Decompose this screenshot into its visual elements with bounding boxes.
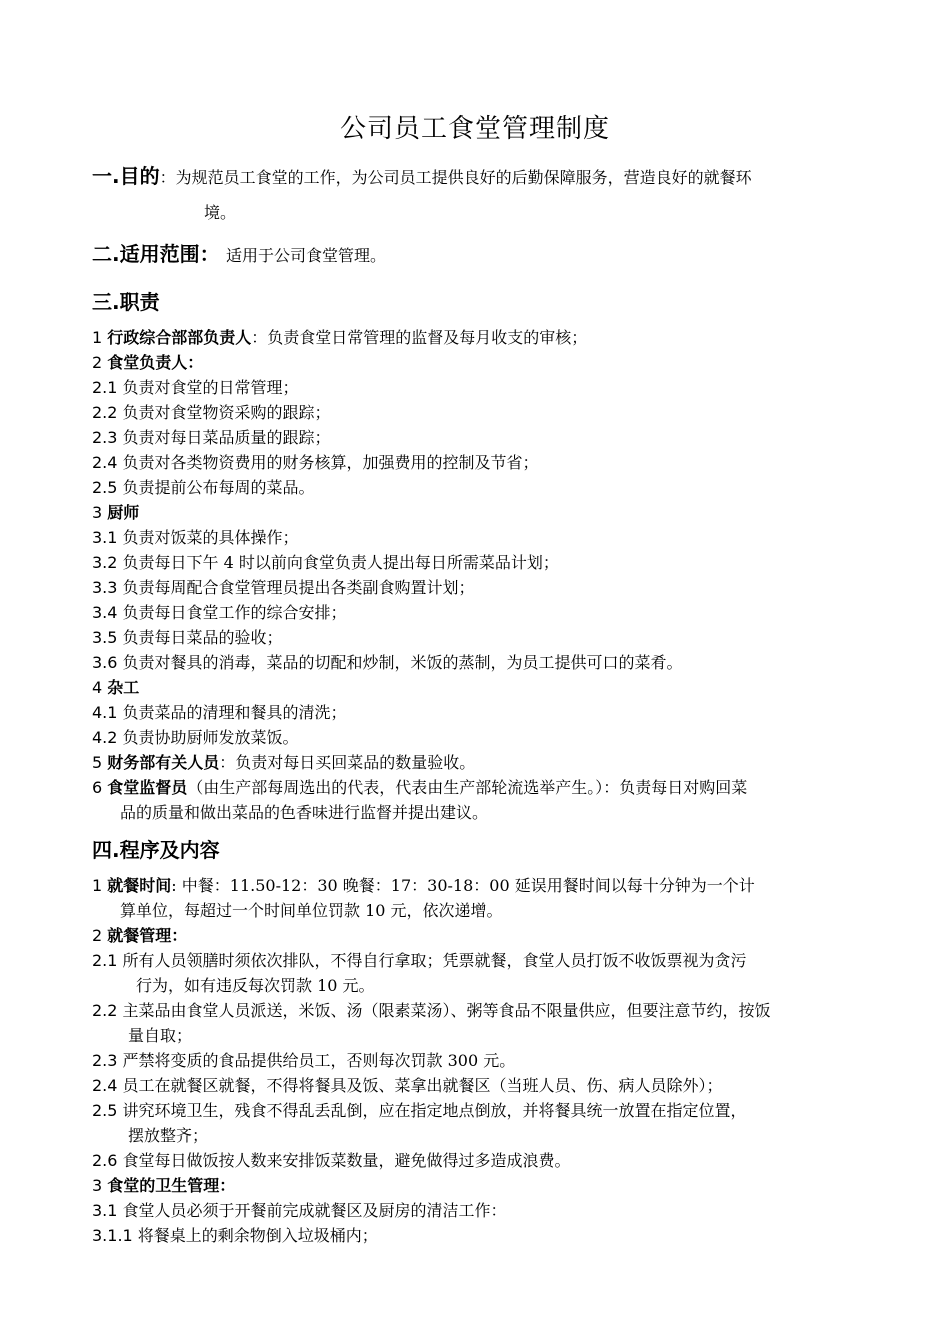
list-item: 4 杂工 xyxy=(92,678,140,697)
list-item: 2.1 负责对食堂的日常管理； xyxy=(92,378,299,397)
section-text: 为规范员工食堂的工作，为公司员工提供良好的后勤保障服务，营造良好的就餐环 xyxy=(175,168,752,187)
list-item-continued: 算单位，每超过一个时间单位罚款 10 元，依次递增。 xyxy=(120,901,503,920)
list-item: 2.2 负责对食堂物资采购的跟踪； xyxy=(92,403,331,422)
section-heading: 三.职责 xyxy=(92,290,160,314)
list-item: 2.6 食堂每日做饭按人数来安排饭菜数量，避免做得过多造成浪费。 xyxy=(92,1151,571,1170)
list-item: 3 厨师 xyxy=(92,503,140,522)
section-text-continued: 境。 xyxy=(204,203,237,222)
list-item-continued: 摆放整齐； xyxy=(128,1126,209,1145)
list-item: 3 食堂的卫生管理： xyxy=(92,1176,236,1195)
page-title: 公司员工食堂管理制度 xyxy=(339,114,610,144)
list-item-continued: 量自取； xyxy=(128,1026,193,1045)
list-item: 2.5 负责提前公布每周的菜品。 xyxy=(92,478,315,497)
list-item: 2.1 所有人员领膳时须依次排队，不得自行拿取；凭票就餐，食堂人员打饭不收饭票视为贪污 xyxy=(92,951,747,970)
section-text: 适用于公司食堂管理。 xyxy=(225,246,386,265)
list-item: 1 行政综合部部负责人：负责食堂日常管理的监督及每月收支的审核； xyxy=(92,328,588,347)
list-item: 3.5 负责每日菜品的验收； xyxy=(92,628,283,647)
list-item: 2.3 负责对每日菜品质量的跟踪； xyxy=(92,428,331,447)
list-item: 3.1 负责对饭菜的具体操作； xyxy=(92,528,299,547)
list-item: 4.2 负责协助厨师发放菜饭。 xyxy=(92,728,299,747)
list-item: 2 就餐管理： xyxy=(92,926,188,945)
section-heading: 四.程序及内容 xyxy=(92,838,220,862)
list-item: 2.4 员工在就餐区就餐，不得将餐具及饭、菜拿出就餐区（当班人员、伤、病人员除外）； xyxy=(92,1076,723,1095)
list-item: 4.1 负责菜品的清理和餐具的清洗； xyxy=(92,703,347,722)
list-item: 1 就餐时间: 中餐：11.50-12：30 晚餐：17：30-18：00 延误用餐时间以每十分钟为一个计 xyxy=(92,876,755,895)
list-item: 5 财务部有关人员：负责对每日买回菜品的数量验收。 xyxy=(92,753,476,772)
list-item: 3.2 负责每日下午 4 时以前向食堂负责人提出每日所需菜品计划； xyxy=(92,553,559,572)
list-item: 3.6 负责对餐具的消毒，菜品的切配和炒制，米饭的蒸制，为员工提供可口的菜肴。 xyxy=(92,653,683,672)
section-heading: 二.适用范围： xyxy=(92,242,220,266)
section-purpose: 一.目的：为规范员工食堂的工作，为公司员工提供良好的后勤保障服务，营造良好的就餐环 xyxy=(92,164,752,188)
list-item: 2.2 主菜品由食堂人员派送，米饭、汤（限素菜汤）、粥等食品不限量供应，但要注意节约，按饭 xyxy=(92,1001,771,1020)
section-procedures xyxy=(92,834,220,863)
list-item: 3.3 负责每周配合食堂管理员提出各类副食购置计划； xyxy=(92,578,475,597)
list-item-continued: 行为，如有违反每次罚款 10 元。 xyxy=(136,976,375,995)
list-item: 2.4 负责对各类物资费用的财务核算，加强费用的控制及节省； xyxy=(92,453,539,472)
list-item: 6 食堂监督员（由生产部每周选出的代表，代表由生产部轮流选举产生。）：负责每日对购回菜 xyxy=(92,778,748,797)
list-item: 3.4 负责每日食堂工作的综合安排； xyxy=(92,603,347,622)
section-heading: 一.目的 xyxy=(92,164,160,188)
list-item: 3.1.1 将餐桌上的剩余物倒入垃圾桶内； xyxy=(92,1226,378,1245)
section-scope xyxy=(92,238,386,267)
section-responsibilities xyxy=(92,286,160,315)
list-item: 2.5 讲究环境卫生，残食不得乱丢乱倒，应在指定地点倒放，并将餐具统一放置在指定位置， xyxy=(92,1101,747,1120)
list-item: 3.1 食堂人员必须于开餐前完成就餐区及厨房的清洁工作： xyxy=(92,1201,507,1220)
list-item: 2 食堂负责人： xyxy=(92,353,204,372)
list-item: 2.3 严禁将变质的食品提供给员工，否则每次罚款 300 元。 xyxy=(92,1051,516,1070)
list-item-continued: 品的质量和做出菜品的色香味进行监督并提出建议。 xyxy=(120,803,489,822)
